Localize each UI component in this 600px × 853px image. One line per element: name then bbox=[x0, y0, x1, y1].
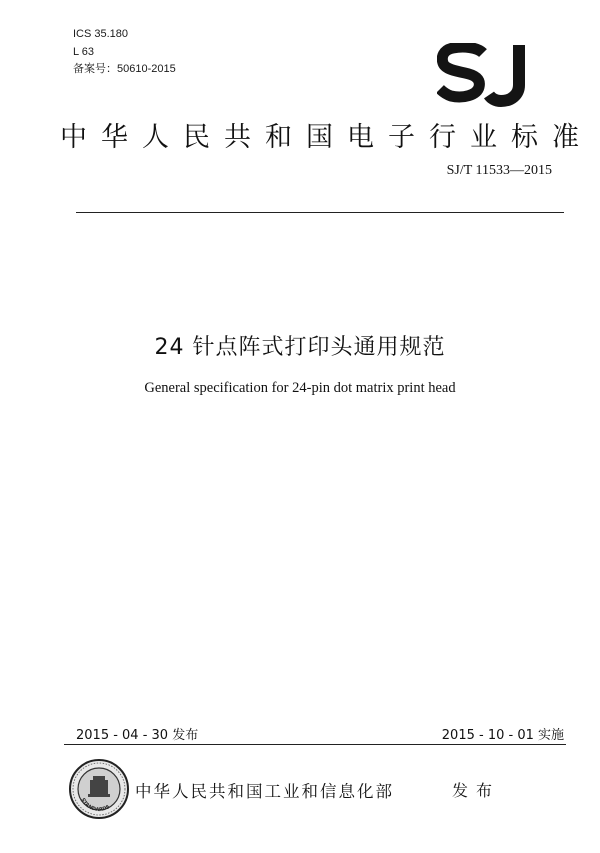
footer-divider bbox=[64, 744, 566, 745]
standard-type-heading: 中华人民共和国电子行业标准 bbox=[60, 122, 593, 153]
standard-number: SJ/T 11533—2015 bbox=[446, 163, 552, 178]
record-number: 备案号：50610-2015 bbox=[73, 63, 176, 75]
ministry-seal-icon bbox=[68, 758, 130, 820]
issuing-authority: 中华人民共和国工业和信息化部 bbox=[135, 782, 394, 801]
svg-text:STANDARDS: STANDARDS bbox=[79, 797, 112, 814]
sj-logo-text: SJ bbox=[437, 43, 438, 44]
title-chinese: 24 针点阵式打印头通用规范 bbox=[154, 335, 446, 360]
implementation-date: 2015 - 10 - 01 实施 bbox=[441, 728, 564, 743]
publish-date: 2015 - 04 - 30 发布 bbox=[76, 728, 199, 743]
issue-label: 发布 bbox=[452, 781, 501, 800]
ics-code: ICS 35.180 bbox=[73, 28, 129, 40]
sj-logo bbox=[437, 43, 541, 107]
header-divider bbox=[76, 212, 564, 213]
classification-code: L 63 bbox=[73, 46, 95, 58]
title-english: General specification for 24-pin dot matrix print head bbox=[144, 380, 456, 396]
